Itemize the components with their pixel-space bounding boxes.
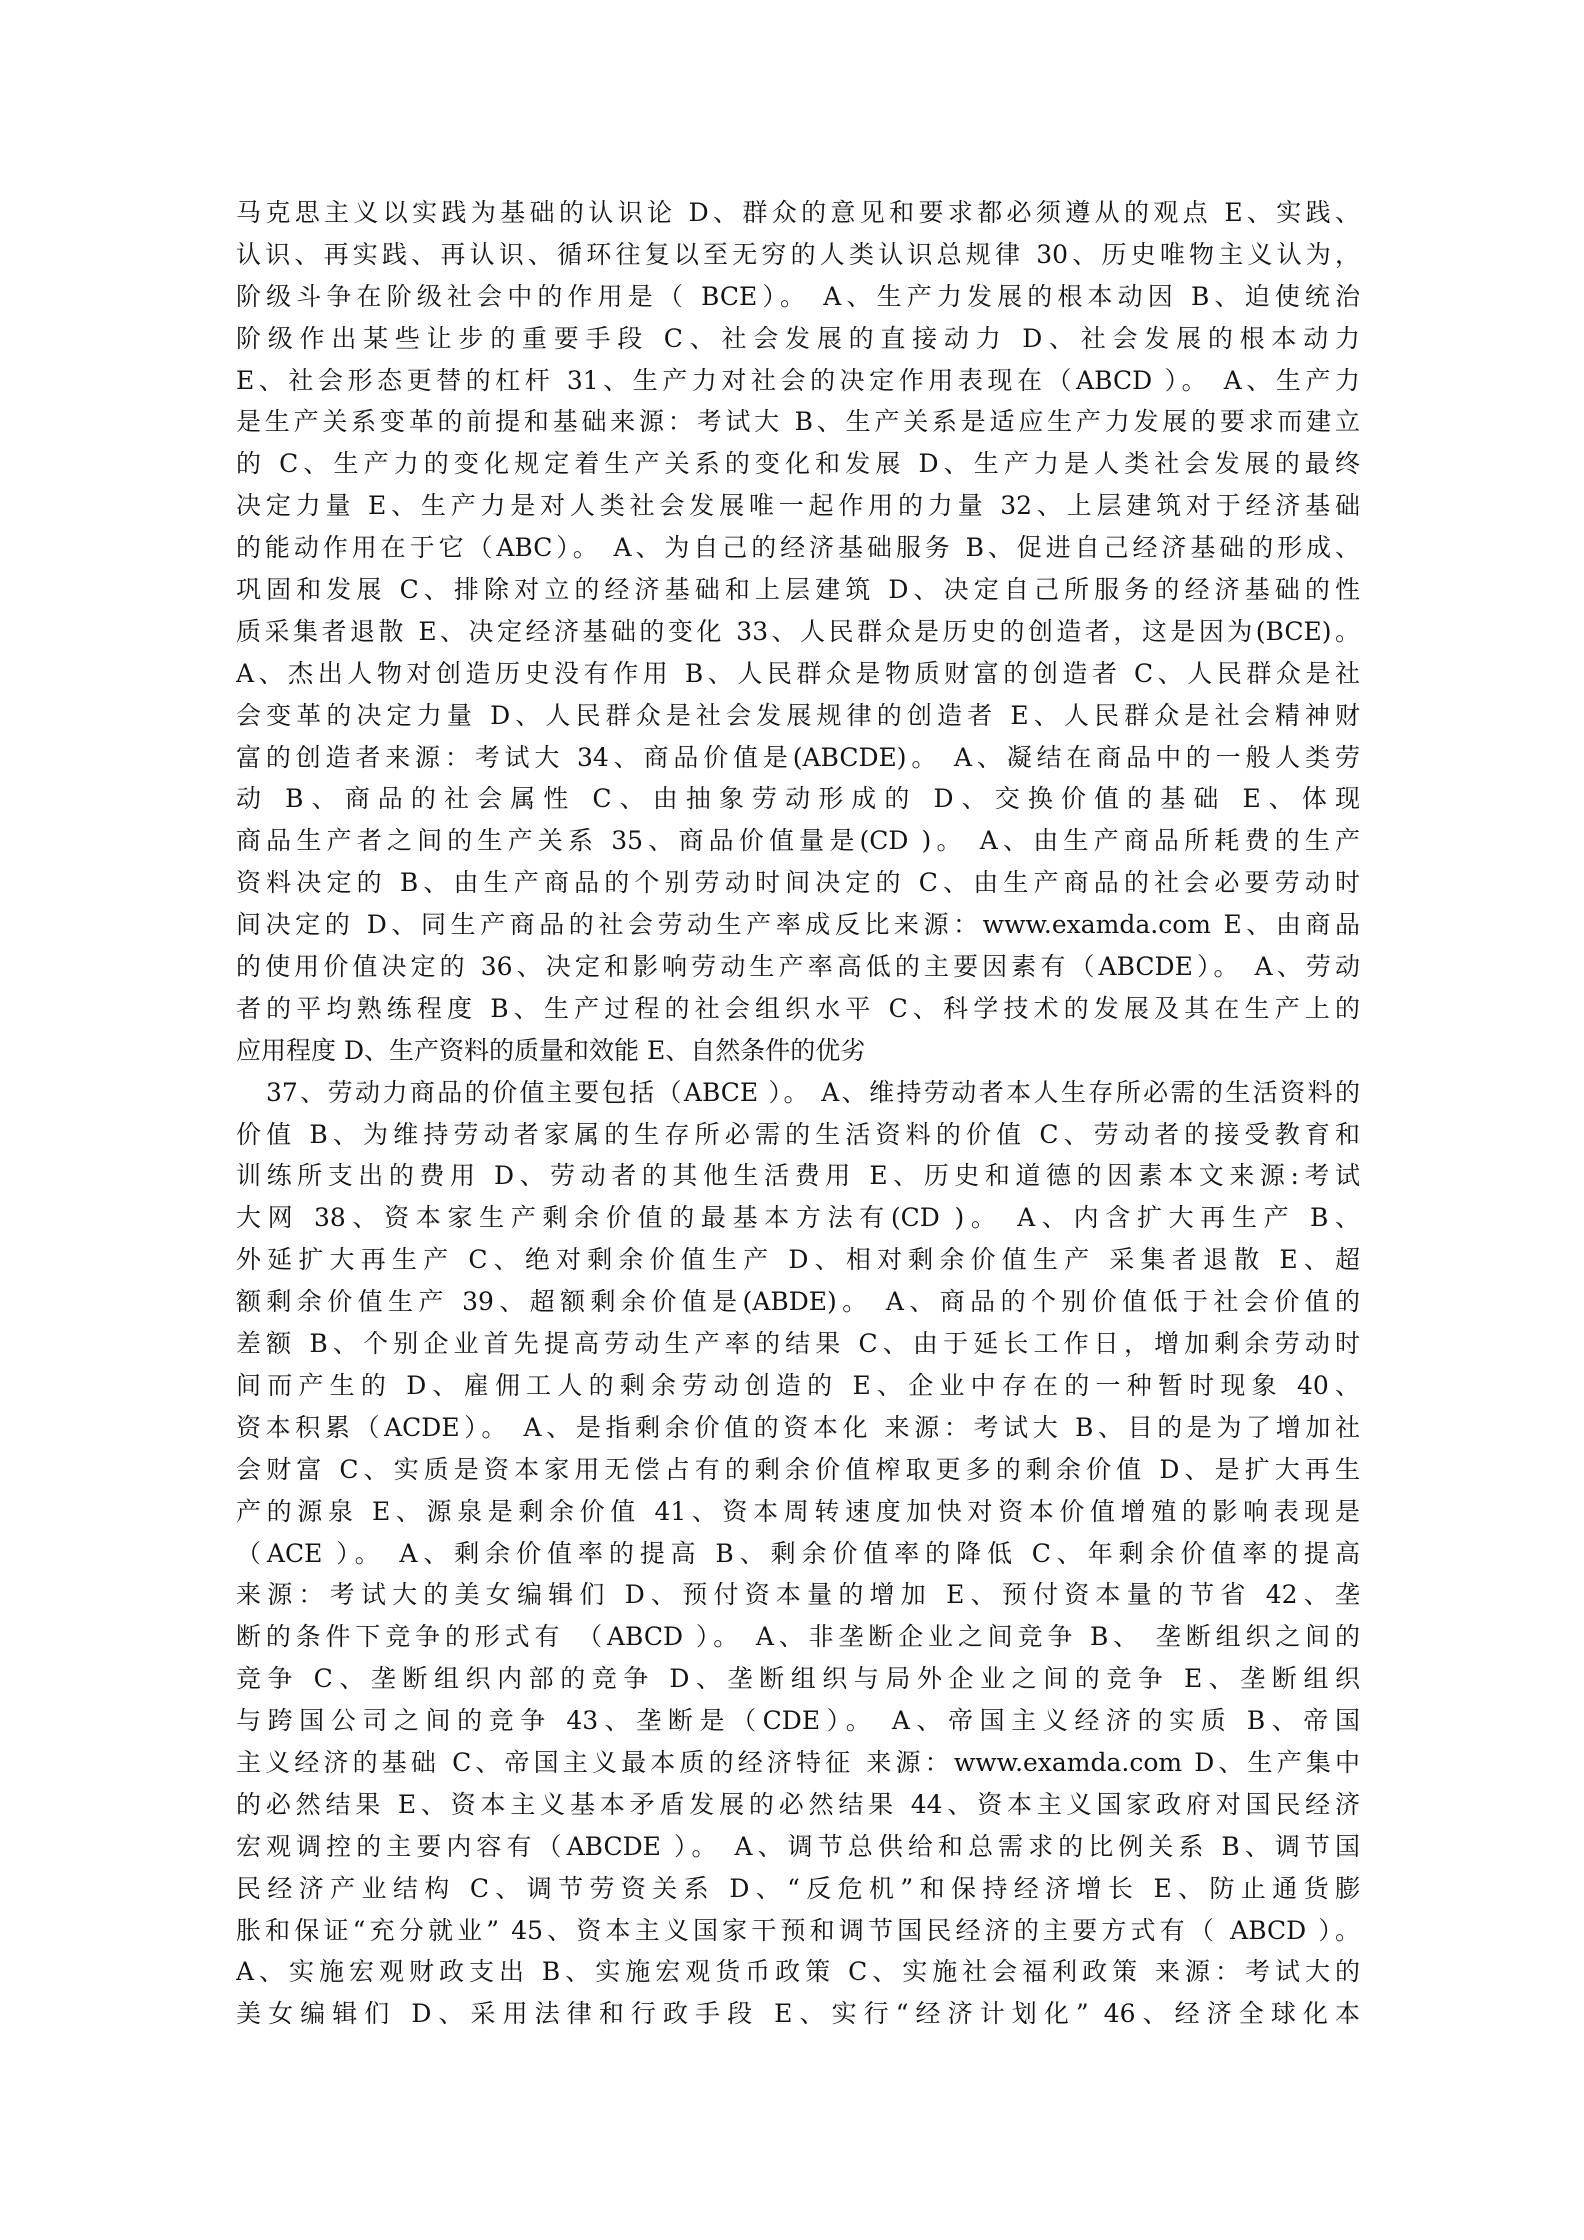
text-line: 决定力量 E、生产力是对人类社会发展唯一起作用的力量 32、上层建筑对于经济基础 [236, 491, 1360, 521]
text-line: 外延扩大再生产 C、绝对剩余价值生产 D、相对剩余价值生产 采集者退散 E、超 [236, 1245, 1360, 1275]
text-line: 马克思主义以实践为基础的认识论 D、群众的意见和要求都必须遵从的观点 E、实践、 [236, 198, 1360, 227]
text-line: 训练所支出的费用 D、劳动者的其他生活费用 E、历史和道德的因素本文来源:考试 [236, 1161, 1360, 1191]
text-line: 间决定的 D、同生产商品的社会劳动生产率成反比来源：www.examda.com E、由商品 [236, 910, 1360, 940]
text-line: 与跨国公司之间的竞争 43、垄断是（CDE）。 A、帝国主义经济的实质 B、帝国 [236, 1706, 1360, 1736]
text-line: 质采集者退散 E、决定经济基础的变化 33、人民群众是历史的创造者，这是因为(BCE)。 [236, 616, 1360, 646]
text-line: 者的平均熟练程度 B、生产过程的社会组织水平 C、科学技术的发展及其在生产上的 [236, 993, 1360, 1023]
text-line: 资料决定的 B、由生产商品的个别劳动时间决定的 C、由生产商品的社会必要劳动时 [236, 868, 1360, 898]
text-line: 竞争 C、垄断组织内部的竞争 D、垄断组织与局外企业之间的竞争 E、垄断组织 [236, 1664, 1360, 1694]
text-line: 是生产关系变革的前提和基础来源：考试大 B、生产关系是适应生产力发展的要求而建立 [236, 407, 1360, 437]
text-line: 的能动作用在于它（ABC）。 A、为自己的经济基础服务 B、促进自己经济基础的形成、 [236, 533, 1360, 563]
text-line: 额剩余价值生产 39、超额剩余价值是(ABDE)。 A、商品的个别价值低于社会价值的 [236, 1287, 1360, 1317]
text-line: 的必然结果 E、资本主义基本矛盾发展的必然结果 44、资本主义国家政府对国民经济 [236, 1789, 1360, 1819]
text-line: 的使用价值决定的 36、决定和影响劳动生产率高低的主要因素有（ABCDE）。 A、劳动 [236, 952, 1360, 982]
text-line: 美女编辑们 D、采用法律和行政手段 E、实行“经济计划化” 46、经济全球化本 [236, 1999, 1360, 2029]
text-line: 断的条件下竞争的形式有 （ABCD ）。 A、非垄断企业之间竞争 B、 垄断组织之间的 [236, 1622, 1360, 1652]
text-line: E、社会形态更替的杠杆 31、生产力对社会的决定作用表现在（ABCD ）。 A、生产力 [236, 365, 1360, 395]
text-line: 来源：考试大的美女编辑们 D、预付资本量的增加 E、预付资本量的节省 42、垄 [236, 1580, 1360, 1610]
text-line: 大网 38、资本家生产剩余价值的最基本方法有(CD )。 A、内含扩大再生产 B、 [236, 1203, 1360, 1233]
text-line: 价值 B、为维持劳动者家属的生存所必需的生活资料的价值 C、劳动者的接受教育和 [236, 1119, 1360, 1149]
document-body [236, 192, 1360, 2035]
text-line: 主义经济的基础 C、帝国主义最本质的经济特征 来源：www.examda.com D、生产集中 [236, 1747, 1360, 1777]
text-line: 阶级斗争在阶级社会中的作用是（ BCE）。 A、生产力发展的根本动因 B、迫使统治 [236, 281, 1360, 311]
text-line: 37、劳动力商品的价值主要包括（ABCE ）。 A、维持劳动者本人生存所必需的生活资料的 [266, 1077, 1360, 1107]
text-line: 应用程度 D、生产资料的质量和效能 E、自然条件的优劣 [236, 1035, 866, 1065]
text-line: 产的源泉 E、源泉是剩余价值 41、资本周转速度加快对资本价值增殖的影响表现是 [236, 1496, 1360, 1526]
text-line: 富的创造者来源：考试大 34、商品价值是(ABCDE)。 A、凝结在商品中的一般人类劳 [236, 742, 1360, 772]
text-line: 巩固和发展 C、排除对立的经济基础和上层建筑 D、决定自己所服务的经济基础的性 [236, 575, 1360, 605]
text-line: 阶级作出某些让步的重要手段 C、社会发展的直接动力 D、社会发展的根本动力 [236, 323, 1360, 353]
text-line: 资本积累（ACDE）。 A、是指剩余价值的资本化 来源：考试大 B、目的是为了增加社 [236, 1412, 1360, 1442]
text-line: 动 B、商品的社会属性 C、由抽象劳动形成的 D、交换价值的基础 E、体现 [236, 784, 1360, 814]
text-line: A、实施宏观财政支出 B、实施宏观货币政策 C、实施社会福利政策 来源：考试大的 [236, 1957, 1360, 1987]
text-line: 商品生产者之间的生产关系 35、商品价值量是(CD )。 A、由生产商品所耗费的生产 [236, 826, 1360, 856]
text-line: 宏观调控的主要内容有（ABCDE ）。 A、调节总供给和总需求的比例关系 B、调节国 [236, 1831, 1360, 1861]
text-line: 民经济产业结构 C、调节劳资关系 D、“反危机”和保持经济增长 E、防止通货膨 [236, 1873, 1360, 1903]
text-line: （ACE ）。 A、剩余价值率的提高 B、剩余价值率的降低 C、年剩余价值率的提高 [236, 1538, 1360, 1568]
text-line: A、杰出人物对创造历史没有作用 B、人民群众是物质财富的创造者 C、人民群众是社 [236, 658, 1360, 688]
text-line: 的 C、生产力的变化规定着生产关系的变化和发展 D、生产力是人类社会发展的最终 [236, 449, 1360, 479]
text-line: 胀和保证“充分就业” 45、资本主义国家干预和调节国民经济的主要方式有（ ABCD ）。 [236, 1915, 1360, 1945]
text-line: 差额 B、个别企业首先提高劳动生产率的结果 C、由于延长工作日，增加剩余劳动时 [236, 1329, 1360, 1359]
text-line: 间而产生的 D、雇佣工人的剩余劳动创造的 E、企业中存在的一种暂时现象 40、 [236, 1370, 1360, 1400]
text-line: 会财富 C、实质是资本家用无偿占有的剩余价值榨取更多的剩余价值 D、是扩大再生 [236, 1454, 1360, 1484]
text-line: 会变革的决定力量 D、人民群众是社会发展规律的创造者 E、人民群众是社会精神财 [236, 700, 1360, 730]
text-line: 认识、再实践、再认识、循环往复以至无穷的人类认识总规律 30、历史唯物主义认为， [236, 239, 1360, 269]
